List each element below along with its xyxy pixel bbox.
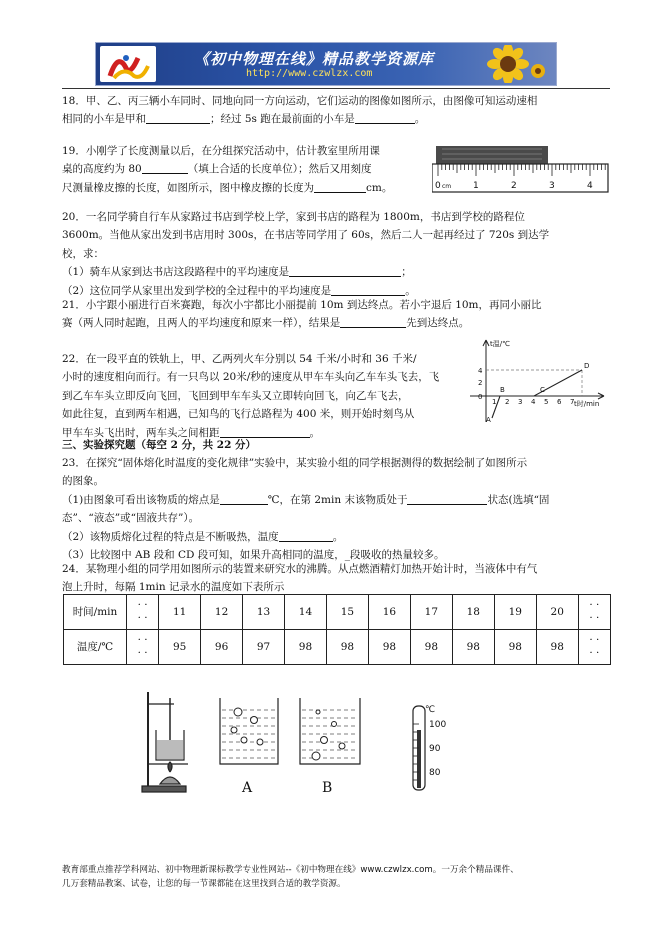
table-cell: 19 [494, 595, 536, 630]
question-21 [62, 296, 610, 333]
q23-line1: 23．在探究“固体熔化时温度的变化规律”实验中，某实验小组的同学根据测得的数据绘制了如图所示 [62, 457, 528, 469]
melting-graph [462, 336, 612, 426]
q23-sub1a: （1)由图象可看出该物质的熔点是 [62, 493, 220, 506]
footer-line2: 几万套精品教案、试卷，让您的每一节课都能在这里找到合适的教学资源。 [62, 878, 346, 889]
q20-sub1a: （1）骑车从家到达书店这段路程中的平均速度是 [62, 266, 290, 279]
question-20 [62, 208, 610, 300]
table-cell: 96 [201, 630, 243, 665]
x-tick-label: 5 [544, 398, 549, 406]
q19-line1: 19．小刚学了长度测量以后，在分组探究活动中，估计教室里所用课 [62, 145, 380, 157]
x-tick-label: 3 [518, 398, 523, 406]
point-label: C [540, 386, 545, 394]
beaker-b [300, 698, 360, 764]
ellipsis-cell: · · · · [127, 595, 159, 630]
header-rule [62, 88, 610, 89]
q19-blank-1[interactable] [142, 161, 188, 174]
table-row-temp [64, 630, 611, 665]
table-cell: 14 [285, 595, 327, 630]
q24-line2: 泡上升时，每隔 1min 记录水的温度如下表所示 [62, 581, 285, 594]
x-tick-label: 2 [505, 398, 510, 406]
ruler-tick-label: 3 [549, 181, 555, 191]
ellipsis-cell: · · · · [578, 595, 610, 630]
table-cell: 11 [159, 595, 201, 630]
point-label: A [486, 416, 491, 424]
banner-url[interactable]: http://www.czwlzx.com [246, 68, 373, 79]
stand-base [142, 786, 186, 792]
x-tick-label: 7 [570, 398, 575, 406]
q21-line1: 21．小宇跟小丽进行百米赛跑，每次小宇都比小丽提前 10m 到达终点。若小宇退后 10m，再同小丽比 [62, 299, 542, 311]
ruler-figure [432, 146, 612, 196]
temperature-table [63, 594, 611, 665]
question-18 [62, 92, 610, 129]
x-tick-label: 4 [531, 398, 536, 406]
ruler-unit: cm [442, 183, 452, 190]
q20-line3: 校，求： [62, 247, 104, 260]
q18-text-b: 相同的小车是甲和 [62, 113, 146, 126]
header-banner [95, 42, 557, 86]
table-cell: 20 [536, 595, 578, 630]
mercury-column [417, 730, 421, 788]
section-3-title: 三、实验探究题（每空 2 分，共 22 分） [62, 439, 257, 451]
question-24 [62, 560, 610, 597]
y-tick-label: 0 [478, 393, 483, 401]
q23-sub1d: 态”、“液态”或“固液共存”）。 [62, 512, 200, 525]
q21-blank-1[interactable] [340, 315, 406, 328]
q22-line5a: 甲车车头飞出时，两车头之间相距 [62, 426, 220, 439]
beaker-a-label: A [242, 780, 253, 796]
x-tick-label: 6 [557, 398, 562, 406]
table-cell: 16 [368, 595, 410, 630]
q20-line2: 3600m。当他从家出发到书店用时 300s，在书店等同学用了 60s，然后二人一起再经过了 720s 到达学 [62, 229, 550, 242]
row-header-time: 时间/min [64, 595, 127, 630]
q22-line5b: 。 [309, 426, 320, 439]
q20-line1: 20．一名同学骑自行车从家路过书店到学校上学，家到书店的路程为 1800m，书店到学校的路程位 [62, 211, 525, 223]
question-22 [62, 350, 462, 442]
q18-blank-1[interactable] [146, 111, 210, 124]
q24-line1: 24．某物理小组的同学用如图所示的装置来研究水的沸腾。从点燃酒精灯加热开始计时，当液体中有气 [62, 563, 538, 575]
beaker-b-label: B [322, 780, 333, 796]
q20-sub1b: ； [401, 266, 412, 279]
table-cell: 98 [536, 630, 578, 665]
boiling-apparatus [132, 688, 192, 794]
q23-sub1c: 状态(选填“固 [487, 493, 550, 506]
question-23 [62, 454, 610, 564]
graph-curve [492, 370, 582, 418]
y-tick-label: 2 [478, 379, 483, 387]
sunflower-icon [478, 45, 548, 83]
beaker-a [220, 698, 278, 764]
thermometer-tick: 80 [429, 768, 441, 778]
point-label: D [584, 362, 590, 370]
logo-icon [100, 46, 156, 82]
q22-line3: 到乙车车头立即反向飞回，飞回到甲车车头又立即转向回飞，向乙车飞去， [62, 389, 409, 402]
q19-blank-2[interactable] [314, 180, 366, 193]
q23-blank-1[interactable] [220, 492, 268, 505]
table-cell: 12 [201, 595, 243, 630]
q23-blank-2[interactable] [407, 492, 487, 505]
q18-text-d: 。 [414, 113, 426, 126]
table-cell: 98 [452, 630, 494, 665]
thermometer-figure [405, 702, 465, 794]
ellipsis-cell: · · · · [127, 630, 159, 665]
thermometer-tick: 100 [429, 720, 447, 730]
ellipsis-cell: · · · · [578, 630, 610, 665]
q23-sub1b: ℃，在第 2min 末该物质处于 [267, 493, 408, 506]
q20-blank-1[interactable] [289, 264, 401, 277]
graph-y-label: t温/℃ [490, 340, 510, 348]
q18-line1: 18．甲、乙、丙三辆小车同时、同地向同一方向运动，它们运动的图像如图所示，由图像可知运动速相 [62, 95, 538, 107]
table-cell: 98 [285, 630, 327, 665]
point-label: B [500, 386, 505, 394]
x-tick-label: 1 [492, 398, 497, 406]
y-tick-label: 4 [478, 367, 483, 375]
q21-line2b: 先到达终点。 [406, 317, 470, 330]
q19-line3a: 尺测量橡皮擦的长度，如图所示，图中橡皮擦的长度为 [62, 181, 314, 194]
table-cell: 13 [243, 595, 285, 630]
table-row-time [64, 595, 611, 630]
q18-text-c: ；经过 5s 跑在最前面的小车是 [210, 113, 355, 126]
q22-line2: 小时的速度相向而行。有一只鸟以 20米/秒的速度从甲车车头向乙车车头飞去，飞 [62, 371, 440, 384]
q20-sub2b: 。 [405, 284, 416, 297]
q20-sub2a: （2）这位同学从家里出发到学校的全过程中的平均速度是 [62, 284, 332, 297]
table-cell: 98 [368, 630, 410, 665]
q23-sub2a: （2）该物质熔化过程的特点是不断吸热，温度 [62, 530, 279, 543]
table-cell: 98 [410, 630, 452, 665]
ruler-tick-label: 1 [473, 181, 479, 191]
thermometer-tick: 90 [429, 744, 441, 754]
q23-sub2b: 。 [332, 530, 344, 543]
table-cell: 15 [326, 595, 368, 630]
thermometer-unit: ℃ [425, 705, 436, 715]
q22-line4: 如此往复，直到两车相遇，已知鸟的飞行总路程为 400 米，则开始时刻鸟从 [62, 408, 415, 421]
table-cell: 98 [326, 630, 368, 665]
q21-line2a: 赛（两人同时起跑，且两人的平均速度和原来一样），结果是 [62, 317, 341, 330]
table-cell: 18 [452, 595, 494, 630]
footer-line1: 教育部重点推荐学科网站、初中物理新课标教学专业性网站--《初中物理在线》www.czwlzx.com。一万余个精品课件、 [62, 865, 519, 875]
ruler [432, 164, 608, 192]
banner-title: 《初中物理在线》精品教学资源库 [194, 50, 435, 68]
table-cell: 97 [243, 630, 285, 665]
table-cell: 95 [159, 630, 201, 665]
ruler-tick-label: 2 [511, 181, 517, 191]
ruler-tick-label: 4 [587, 181, 593, 191]
ruler-tick-label: 0 [435, 181, 441, 191]
table-cell: 17 [410, 595, 452, 630]
q23-line2: 的图象。 [62, 475, 104, 488]
beaker-figures [214, 696, 374, 800]
q19-line2b: （填上合适的长度单位）；然后又用刻度 [187, 163, 372, 176]
row-header-temp: 温度/℃ [64, 630, 127, 665]
table-cell: 98 [494, 630, 536, 665]
q20-blank-2[interactable] [331, 283, 405, 296]
q23-blank-3[interactable] [279, 529, 333, 542]
page-footer [62, 864, 622, 892]
q22-line1: 22．在一段平直的铁轨上，甲、乙两列火车分别以 54 千米/小时和 36 千米/ [62, 353, 417, 365]
q19-line2a: 桌的高度约为 80 [62, 163, 142, 176]
alcohol-lamp [160, 777, 180, 784]
q18-blank-2[interactable] [355, 111, 415, 124]
q23-sub3: （3）比较图中 AB 段和 CD 段可知，如果升高相同的温度，_段吸收的热量较多。 [62, 548, 445, 561]
graph-x-label: t时/min [574, 400, 600, 408]
site-logo [100, 46, 156, 82]
q19-line3b: cm。 [366, 181, 393, 194]
question-19 [62, 142, 432, 197]
